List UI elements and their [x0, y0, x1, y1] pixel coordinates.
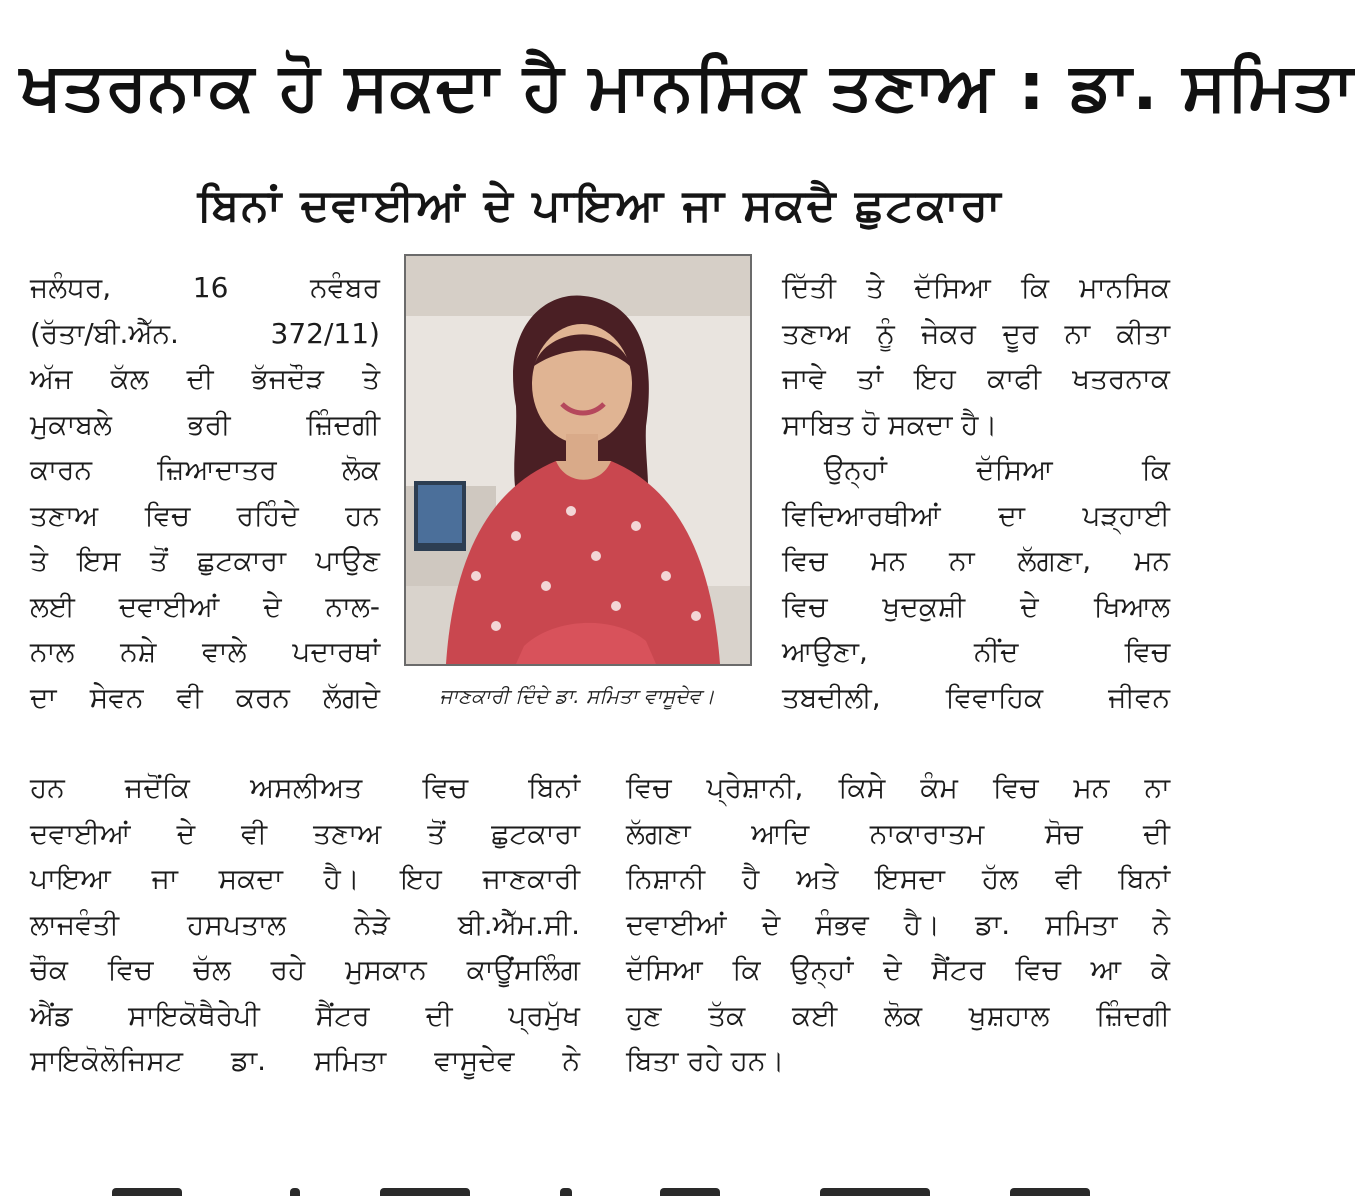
text-line: ਦੱਸਿਆ ਕਿ ਉਨ੍ਹਾਂ ਦੇ ਸੈਂਟਰ ਵਿਚ ਆ ਕੇ	[626, 953, 1170, 986]
portrait-illustration	[406, 256, 750, 664]
text-line: ਅੱਜ ਕੱਲ ਦੀ ਭੱਜਦੌੜ ਤੇ	[30, 362, 380, 395]
column-right-bottom	[626, 765, 1170, 1084]
column-right-top	[782, 265, 1170, 720]
text-line: ਦਾ ਸੇਵਨ ਵੀ ਕਰਨ ਲੱਗਦੇ	[30, 680, 380, 714]
text-line: ਲਾਜਵੰਤੀ ਹਸਪਤਾਲ ਨੇੜੇ ਬੀ.ਐੱਮ.ਸੀ.	[30, 907, 580, 941]
text-line: ਹਨ ਜਦੋਂਕਿ ਅਸਲੀਅਤ ਵਿਚ ਬਿਨਾਂ	[30, 771, 580, 804]
text-line: ਜਲੰਧਰ, 16 ਨਵੰਬਰ	[30, 271, 380, 304]
text-line: ਪਾਇਆ ਜਾ ਸਕਦਾ ਹੈ। ਇਹ ਜਾਣਕਾਰੀ	[30, 862, 580, 895]
text-line: ਹੁਣ ਤੱਕ ਕਈ ਲੋਕ ਖੁਸ਼ਹਾਲ ਜ਼ਿੰਦਗੀ	[626, 998, 1170, 1032]
cropped-glyph	[290, 1188, 300, 1196]
text-line: ਚੌਕ ਵਿਚ ਚੱਲ ਰਹੇ ਮੁਸਕਾਨ ਕਾਊਂਸਲਿੰਗ	[30, 953, 580, 986]
text-line: ਵਿਚ ਮਨ ਨਾ ਲੱਗਣਾ, ਮਨ	[782, 544, 1170, 577]
column-left-bottom	[30, 765, 580, 1084]
text-line: ਮੁਕਾਬਲੇ ਭਰੀ ਜ਼ਿੰਦਗੀ	[30, 407, 380, 441]
text-line: ਕਾਰਨ ਜ਼ਿਆਦਾਤਰ ਲੋਕ	[30, 453, 380, 486]
cropped-glyph	[660, 1188, 720, 1196]
cropped-glyph	[820, 1188, 930, 1196]
text-line: ਲਈ ਦਵਾਈਆਂ ਦੇ ਨਾਲ-	[30, 589, 380, 623]
text-line: ਤਣਾਅ ਵਿਚ ਰਹਿੰਦੇ ਹਨ	[30, 498, 380, 532]
text-line: ਵਿਚ ਖੁਦਕੁਸ਼ੀ ਦੇ ਖਿਆਲ	[782, 589, 1170, 623]
text-line: ਉਨ੍ਹਾਂ ਦੱਸਿਆ ਕਿ	[824, 453, 1170, 486]
text-line: ਨਿਸ਼ਾਨੀ ਹੈ ਅਤੇ ਇਸਦਾ ਹੱਲ ਵੀ ਬਿਨਾਂ	[626, 862, 1170, 895]
text-line: ਵਿਚ ਪ੍ਰੇਸ਼ਾਨੀ, ਕਿਸੇ ਕੰਮ ਵਿਚ ਮਨ ਨਾ	[626, 771, 1170, 804]
text-line: (ਰੱਤਾ/ਬੀ.ਐੱਨ. 372/11)	[30, 316, 380, 350]
cropped-glyph	[380, 1188, 470, 1196]
text-line: ਆਉਣਾ, ਨੀਂਦ ਵਿਚ	[782, 635, 1170, 668]
article-photo	[404, 254, 752, 666]
cropped-glyph	[112, 1188, 182, 1196]
text-line: ਲੱਗਣਾ ਆਦਿ ਨਾਕਾਰਾਤਮ ਸੋਚ ਦੀ	[626, 816, 1170, 850]
text-line: ਨਾਲ ਨਸ਼ੇ ਵਾਲੇ ਪਦਾਰਥਾਂ	[30, 635, 380, 668]
text-line: ਬਿਤਾ ਰਹੇ ਹਨ।	[626, 1044, 785, 1077]
text-line: ਵਿਦਿਆਰਥੀਆਂ ਦਾ ਪੜ੍ਹਾਈ	[782, 498, 1170, 532]
text-line: ਸਾਬਿਤ ਹੋ ਸਕਦਾ ਹੈ।	[782, 407, 998, 441]
cropped-glyph	[1010, 1188, 1090, 1196]
text-line: ਦਵਾਈਆਂ ਦੇ ਸੰਭਵ ਹੈ। ਡਾ. ਸਮਿਤਾ ਨੇ	[626, 907, 1170, 941]
cropped-next-article-edge	[0, 1176, 1200, 1200]
headline: ਖਤਰਨਾਕ ਹੋ ਸਕਦਾ ਹੈ ਮਾਨਸਿਕ ਤਣਾਅ : ਡਾ. ਸਮਿਤਾ	[20, 48, 1355, 125]
text-line: ਤਬਦੀਲੀ, ਵਿਵਾਹਿਕ ਜੀਵਨ	[782, 680, 1170, 714]
subheadline: ਬਿਨਾਂ ਦਵਾਈਆਂ ਦੇ ਪਾਇਆ ਜਾ ਸਕਦੈ ਛੁਟਕਾਰਾ	[197, 180, 1003, 231]
text-line: ਤੇ ਇਸ ਤੋਂ ਛੁਟਕਾਰਾ ਪਾਉਣ	[30, 544, 380, 577]
text-line: ਦਿੱਤੀ ਤੇ ਦੱਸਿਆ ਕਿ ਮਾਨਸਿਕ	[782, 271, 1170, 304]
photo-caption: ਜਾਣਕਾਰੀ ਦਿੰਦੇ ਡਾ. ਸਮਿਤਾ ਵਾਸੂਦੇਵ।	[439, 684, 715, 708]
text-line: ਸਾਇਕੋਲੋਜਿਸਟ ਡਾ. ਸਮਿਤਾ ਵਾਸੂਦੇਵ ਨੇ	[30, 1044, 580, 1077]
column-left-top	[30, 265, 380, 720]
text-line: ਜਾਵੇ ਤਾਂ ਇਹ ਕਾਫੀ ਖਤਰਨਾਕ	[782, 362, 1170, 395]
text-line: ਤਣਾਅ ਨੂੰ ਜੇਕਰ ਦੂਰ ਨਾ ਕੀਤਾ	[782, 316, 1170, 350]
cropped-glyph	[560, 1188, 572, 1196]
text-line: ਐਂਡ ਸਾਇਕੋਥੈਰੇਪੀ ਸੈਂਟਰ ਦੀ ਪ੍ਰਮੁੱਖ	[30, 998, 580, 1032]
text-line: ਦਵਾਈਆਂ ਦੇ ਵੀ ਤਣਾਅ ਤੋਂ ਛੁਟਕਾਰਾ	[30, 816, 580, 850]
